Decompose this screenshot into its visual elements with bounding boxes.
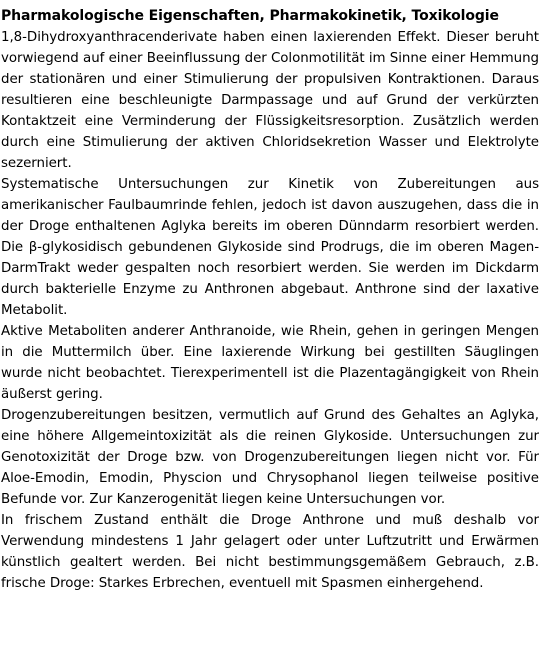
paragraph-kinetics: Systematische Untersuchungen zur Kinetik von Zubereitungen aus amerikanischer Faulbaumrinde fehlen, jedoch ist davon auszugehen, dass die in der Droge enthaltenen Aglyka bereits im oberen Dünndarm resorbiert werden. Die β-glykosidisch gebundenen Glykoside sind Prodrugs, die im oberen Magen-DarmTrakt weder gespalten noch resorbiert werden. Sie werden im Dickdarm durch bakterielle Enzyme zu Anthronen abgebaut. Anthrone sind der laxative Metabolit.: [1, 177, 539, 318]
paragraph-laxative-effect: 1,8-Dihydroxyanthracenderivate haben einen laxierenden Effekt. Dieser beruht vorwiegend auf einer Beeinflussung der Colonmotilität im Sinne einer Hemmung der stationären und einer Stimulierung der propulsiven Kontraktionen. Daraus resultieren eine beschleunigte Darmpassage und auf Grund der verkürzten Kontaktzeit eine Verminderung der Flüssigkeitsresorption. Zusätzlich werden durch eine Stimulierung der aktiven Chloridsekretion Wasser und Elektrolyte sezerniert.: [1, 30, 539, 171]
section-heading: Pharmakologische Eigenschaften, Pharmakokinetik, Toxikologie: [1, 8, 499, 24]
paragraph-metabolites: Aktive Metaboliten anderer Anthranoide, wie Rhein, gehen in geringen Mengen in die Muttermilch über. Eine laxierende Wirkung bei gestillten Säuglingen wurde nicht beobachtet. Tierexperimentell ist die Plazentagängigkeit von Rhein äußerst gering.: [1, 324, 539, 402]
paragraph-fresh-drug: In frischem Zustand enthält die Droge Anthrone und muß deshalb vor Verwendung mindestens 1 Jahr gelagert oder unter Luftzutritt und Erwärmen künstlich gealtert werden. Bei nicht bestimmungsgemäßem Gebrauch, z.B. frische Droge: Starkes Erbrechen, eventuell mit Spasmen einhergehend.: [1, 513, 539, 591]
paragraph-toxicity: Drogenzubereitungen besitzen, vermutlich auf Grund des Gehaltes an Aglyka, eine höhere Allgemeintoxizität als die reinen Glykoside. Untersuchungen zur Genotoxizität der Droge bzw. von Drogenzubereitungen liegen nicht vor. Für Aloe-Emodin, Emodin, Physcion und Chrysophanol liegen teilweise positive Befunde vor. Zur Kanzerogenität liegen keine Untersuchungen vor.: [1, 408, 539, 507]
document-body: [1, 6, 539, 594]
